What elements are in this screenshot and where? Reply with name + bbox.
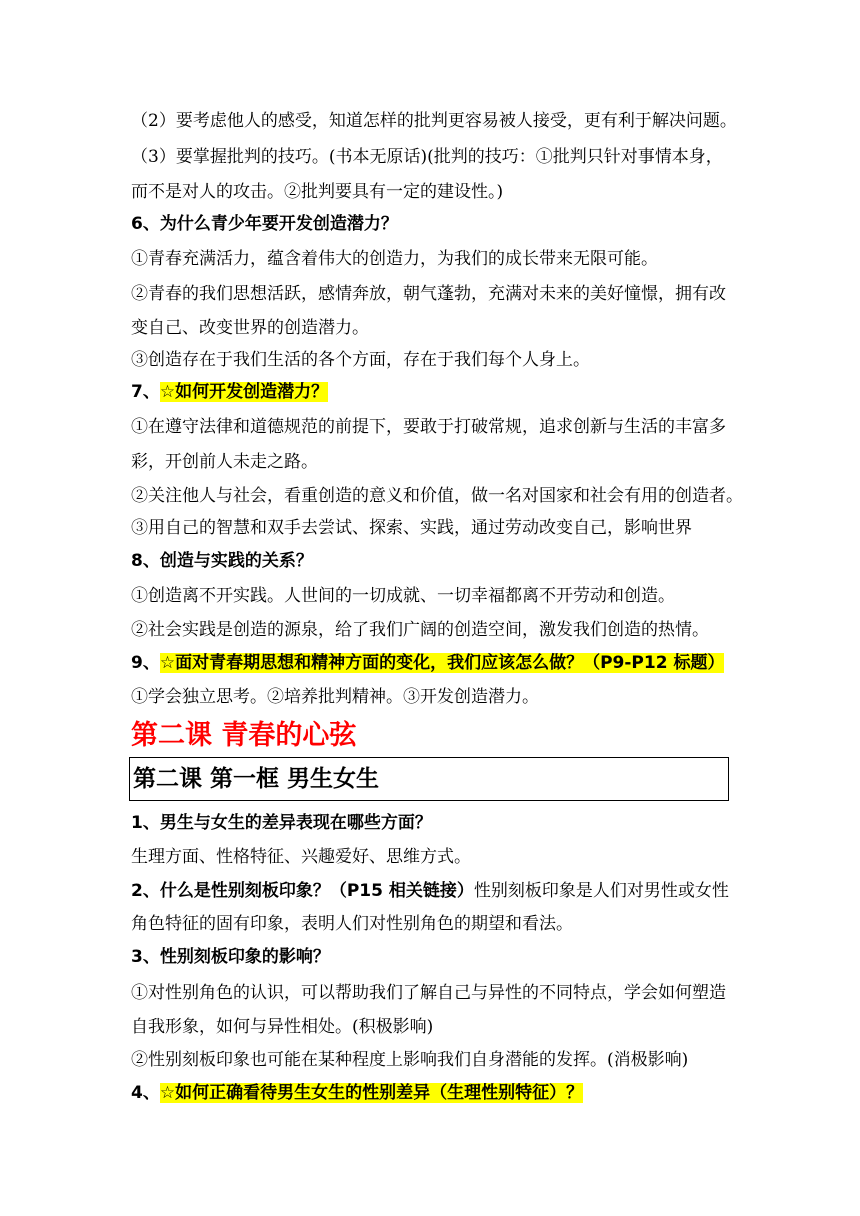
answer-line: ③创造存在于我们生活的各个方面，存在于我们每个人身上。: [131, 350, 590, 370]
answer-line: 变自己、改变世界的创造潜力。: [131, 318, 369, 338]
text-line: 而不是对人的攻击。②批判要具有一定的建设性。): [131, 182, 504, 202]
highlighted-question-text: ☆面对青春期思想和精神方面的变化，我们应该怎么做？（P9-P12 标题）: [159, 653, 725, 673]
answer-line: ②性别刻板印象也可能在某种程度上影响我们自身潜能的发挥。(消极影响): [131, 1050, 689, 1070]
answer-line: 生理方面、性格特征、兴趣爱好、思维方式。: [131, 847, 471, 867]
highlighted-question-text: ☆如何开发创造潜力？: [159, 382, 329, 402]
text-line: （3）要掌握批判的技巧。(书本无原话)(批判的技巧：①批判只针对事情本身，: [131, 147, 723, 167]
question-number: 4、: [131, 1083, 160, 1103]
question-heading: [131, 381, 741, 403]
highlighted-question-text: ☆如何正确看待男生女生的性别差异（生理性别特征）？: [159, 1083, 584, 1103]
question-number: 1、: [131, 813, 160, 833]
answer-line: ①青春充满活力，蕴含着伟大的创造力，为我们的成长带来无限可能。: [131, 249, 658, 269]
question-number: 6、: [131, 214, 160, 234]
answer-line: ③用自己的智慧和双手去尝试、探索、实践，通过劳动改变自己，影响世界: [131, 518, 692, 538]
lesson-title: 第二课 青春的心弦: [131, 720, 357, 751]
question-number: 9、: [131, 653, 160, 673]
answer-line: ①学会独立思考。②培养批判精神。③开发创造潜力。: [131, 687, 539, 707]
question-text: 为什么青少年要开发创造潜力？: [159, 214, 398, 234]
answer-line: ②社会实践是创造的源泉，给了我们广阔的创造空间，激发我们创造的热情。: [131, 620, 709, 640]
answer-line: 角色特征的固有印象，表明人们对性别角色的期望和看法。: [131, 914, 573, 934]
answer-line: ①对性别角色的认识，可以帮助我们了解自己与异性的不同特点，学会如何塑造: [131, 983, 726, 1003]
question-heading: [131, 880, 741, 902]
answer-line: 自我形象，如何与异性相处。(积极影响): [131, 1017, 434, 1037]
answer-line: ①创造离不开实践。人世间的一切成就、一切幸福都离不开劳动和创造。: [131, 586, 675, 606]
text-line: （2）要考虑他人的感受，知道怎样的批判更容易被人接受，更有利于解决问题。: [131, 111, 737, 131]
question-heading: [131, 812, 741, 834]
answer-line: ①在遵守法律和道德规范的前提下，要敢于打破常规，追求创新与生活的丰富多: [131, 417, 726, 437]
section-title: 第二课 第一框 男生女生: [133, 765, 380, 792]
question-text: 男生与女生的差异表现在哪些方面？: [159, 813, 432, 833]
answer-line: 彩，开创前人未走之路。: [131, 452, 318, 472]
question-number: 8、: [131, 551, 160, 571]
question-text: 性别刻板印象的影响？: [159, 947, 330, 967]
question-number: 2、: [131, 881, 160, 901]
question-heading: [131, 652, 741, 674]
answer-line: ②青春的我们思想活跃，感情奔放，朝气蓬勃，充满对未来的美好憧憬，拥有改: [131, 284, 726, 304]
question-heading: [131, 550, 741, 572]
question-heading: [131, 213, 741, 235]
question-number: 7、: [131, 382, 160, 402]
question-heading: [131, 1082, 741, 1104]
answer-line: ②关注他人与社会，看重创造的意义和价值，做一名对国家和社会有用的创造者。: [131, 486, 743, 506]
answer-inline: 性别刻板印象是人们对男性或女性: [473, 881, 729, 901]
question-text: 创造与实践的关系？: [159, 551, 313, 571]
question-heading: [131, 946, 741, 968]
section-title-box: [129, 757, 729, 801]
question-text: 什么是性别刻板印象？（P15 相关链接）: [159, 881, 474, 901]
question-number: 3、: [131, 947, 160, 967]
